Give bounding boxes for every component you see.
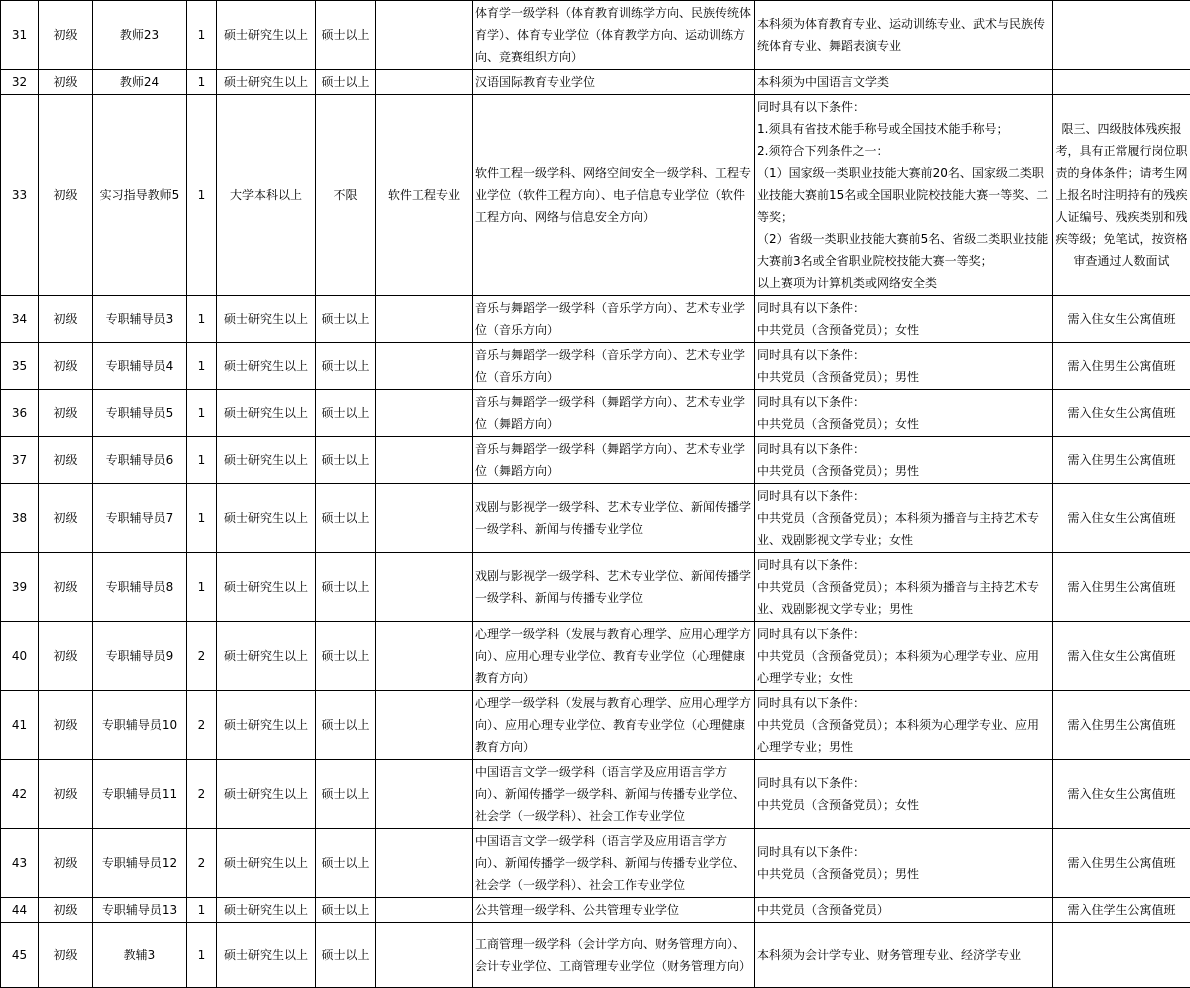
grad-major-cell: 中国语言文学一级学科（语言学及应用语言学方向）、新闻传播学一级学科、新闻与传播专业学位、社会学（一级学科）、社会工作专业学位 (473, 829, 755, 898)
education-cell: 硕士研究生以上 (217, 622, 316, 691)
education-cell: 硕士研究生以上 (217, 296, 316, 343)
row-number-cell: 39 (1, 553, 39, 622)
row-number-cell: 40 (1, 622, 39, 691)
degree-cell: 硕士以上 (316, 923, 376, 988)
grad-major-cell: 音乐与舞蹈学一级学科（舞蹈学方向）、艺术专业学位（舞蹈方向） (473, 437, 755, 484)
hiring-count-cell: 2 (187, 691, 217, 760)
table-row (1, 296, 1190, 343)
undergrad-major-cell (376, 70, 473, 95)
degree-cell: 硕士以上 (316, 622, 376, 691)
grad-major-cell: 音乐与舞蹈学一级学科（音乐学方向）、艺术专业学位（音乐方向） (473, 296, 755, 343)
table-row (1, 95, 1190, 296)
post-name-cell: 专职辅导员12 (93, 829, 187, 898)
post-level-cell: 初级 (39, 390, 93, 437)
row-number-cell: 36 (1, 390, 39, 437)
row-number-cell: 43 (1, 829, 39, 898)
other-requirements-cell: 同时具有以下条件： 中共党员（含预备党员）；女性 (755, 296, 1053, 343)
degree-cell: 硕士以上 (316, 1, 376, 70)
table-row (1, 622, 1190, 691)
table-row (1, 829, 1190, 898)
degree-cell: 硕士以上 (316, 343, 376, 390)
undergrad-major-cell (376, 898, 473, 923)
degree-cell: 硕士以上 (316, 484, 376, 553)
education-cell: 硕士研究生以上 (217, 1, 316, 70)
hiring-count-cell: 1 (187, 484, 217, 553)
hiring-count-cell: 1 (187, 1, 217, 70)
table-row (1, 437, 1190, 484)
table-row (1, 484, 1190, 553)
table-row (1, 343, 1190, 390)
row-number-cell: 41 (1, 691, 39, 760)
post-level-cell: 初级 (39, 898, 93, 923)
undergrad-major-cell (376, 923, 473, 988)
row-number-cell: 38 (1, 484, 39, 553)
post-level-cell: 初级 (39, 484, 93, 553)
post-name-cell: 教师23 (93, 1, 187, 70)
undergrad-major-cell (376, 390, 473, 437)
post-name-cell: 教辅3 (93, 923, 187, 988)
other-requirements-cell: 同时具有以下条件： 中共党员（含预备党员）；本科须为播音与主持艺术专业、戏剧影视文学专业；男性 (755, 553, 1053, 622)
post-name-cell: 专职辅导员9 (93, 622, 187, 691)
post-name-cell: 专职辅导员3 (93, 296, 187, 343)
post-level-cell: 初级 (39, 1, 93, 70)
other-requirements-cell: 本科须为会计学专业、财务管理专业、经济学专业 (755, 923, 1053, 988)
undergrad-major-cell (376, 760, 473, 829)
degree-cell: 硕士以上 (316, 553, 376, 622)
hiring-count-cell: 1 (187, 296, 217, 343)
other-requirements-cell: 同时具有以下条件： 中共党员（含预备党员）；男性 (755, 829, 1053, 898)
undergrad-major-cell (376, 622, 473, 691)
post-name-cell: 专职辅导员6 (93, 437, 187, 484)
other-requirements-cell: 本科须为体育教育专业、运动训练专业、武术与民族传统体育专业、舞蹈表演专业 (755, 1, 1053, 70)
other-requirements-cell: 同时具有以下条件： 中共党员（含预备党员）；女性 (755, 760, 1053, 829)
hiring-count-cell: 1 (187, 898, 217, 923)
degree-cell: 硕士以上 (316, 829, 376, 898)
table-row (1, 760, 1190, 829)
post-level-cell: 初级 (39, 622, 93, 691)
hiring-count-cell: 1 (187, 437, 217, 484)
row-number-cell: 42 (1, 760, 39, 829)
hiring-count-cell: 1 (187, 343, 217, 390)
education-cell: 大学本科以上 (217, 95, 316, 296)
education-cell: 硕士研究生以上 (217, 829, 316, 898)
remarks-cell: 需入住女生公寓值班 (1053, 296, 1190, 343)
other-requirements-cell: 同时具有以下条件： 中共党员（含预备党员）；男性 (755, 437, 1053, 484)
degree-cell: 硕士以上 (316, 437, 376, 484)
post-level-cell: 初级 (39, 829, 93, 898)
row-number-cell: 44 (1, 898, 39, 923)
table-row (1, 691, 1190, 760)
hiring-count-cell: 1 (187, 95, 217, 296)
undergrad-major-cell (376, 829, 473, 898)
post-name-cell: 专职辅导员11 (93, 760, 187, 829)
remarks-cell (1053, 1, 1190, 70)
post-level-cell: 初级 (39, 95, 93, 296)
hiring-count-cell: 1 (187, 70, 217, 95)
hiring-count-cell: 1 (187, 553, 217, 622)
degree-cell: 硕士以上 (316, 296, 376, 343)
hiring-count-cell: 2 (187, 760, 217, 829)
row-number-cell: 34 (1, 296, 39, 343)
education-cell: 硕士研究生以上 (217, 437, 316, 484)
grad-major-cell: 中国语言文学一级学科（语言学及应用语言学方向）、新闻传播学一级学科、新闻与传播专业学位、社会学（一级学科）、社会工作专业学位 (473, 760, 755, 829)
post-name-cell: 专职辅导员10 (93, 691, 187, 760)
other-requirements-cell: 同时具有以下条件： 1.须具有省技术能手称号或全国技术能手称号； 2.须符合下列条件之一： （1）国家级一类职业技能大赛前20名、国家级二类职业技能大赛前15名或全国职业院校技能大赛一等奖、二等奖； （2）省级一类职业技能大赛前5名、省级二类职业技能大赛前3名或全省职业院校技能大赛一等奖； 以上赛项为计算机类或网络安全类 (755, 95, 1053, 296)
undergrad-major-cell (376, 296, 473, 343)
row-number-cell: 37 (1, 437, 39, 484)
other-requirements-cell: 中共党员（含预备党员） (755, 898, 1053, 923)
table-row (1, 553, 1190, 622)
remarks-cell: 需入住女生公寓值班 (1053, 484, 1190, 553)
other-requirements-cell: 同时具有以下条件： 中共党员（含预备党员）；本科须为播音与主持艺术专业、戏剧影视文学专业；女性 (755, 484, 1053, 553)
remarks-cell (1053, 70, 1190, 95)
post-level-cell: 初级 (39, 760, 93, 829)
other-requirements-cell: 同时具有以下条件： 中共党员（含预备党员）；本科须为心理学专业、应用心理学专业；女性 (755, 622, 1053, 691)
remarks-cell: 需入住女生公寓值班 (1053, 760, 1190, 829)
remarks-cell: 需入住男生公寓值班 (1053, 437, 1190, 484)
other-requirements-cell: 本科须为中国语言文学类 (755, 70, 1053, 95)
degree-cell: 硕士以上 (316, 691, 376, 760)
post-name-cell: 专职辅导员5 (93, 390, 187, 437)
undergrad-major-cell (376, 1, 473, 70)
education-cell: 硕士研究生以上 (217, 760, 316, 829)
remarks-cell: 需入住男生公寓值班 (1053, 691, 1190, 760)
table-row (1, 70, 1190, 95)
table-row (1, 1, 1190, 70)
degree-cell: 硕士以上 (316, 70, 376, 95)
post-level-cell: 初级 (39, 691, 93, 760)
post-level-cell: 初级 (39, 343, 93, 390)
table-row (1, 898, 1190, 923)
post-name-cell: 专职辅导员8 (93, 553, 187, 622)
post-name-cell: 专职辅导员13 (93, 898, 187, 923)
remarks-cell (1053, 923, 1190, 988)
grad-major-cell: 戏剧与影视学一级学科、艺术专业学位、新闻传播学一级学科、新闻与传播专业学位 (473, 553, 755, 622)
remarks-cell: 需入住学生公寓值班 (1053, 898, 1190, 923)
education-cell: 硕士研究生以上 (217, 70, 316, 95)
degree-cell: 硕士以上 (316, 760, 376, 829)
row-number-cell: 33 (1, 95, 39, 296)
education-cell: 硕士研究生以上 (217, 343, 316, 390)
education-cell: 硕士研究生以上 (217, 484, 316, 553)
hiring-count-cell: 2 (187, 829, 217, 898)
education-cell: 硕士研究生以上 (217, 691, 316, 760)
undergrad-major-cell (376, 343, 473, 390)
post-level-cell: 初级 (39, 923, 93, 988)
grad-major-cell: 音乐与舞蹈学一级学科（音乐学方向）、艺术专业学位（音乐方向） (473, 343, 755, 390)
education-cell: 硕士研究生以上 (217, 390, 316, 437)
undergrad-major-cell (376, 553, 473, 622)
undergrad-major-cell (376, 437, 473, 484)
grad-major-cell: 心理学一级学科（发展与教育心理学、应用心理学方向）、应用心理专业学位、教育专业学位（心理健康教育方向） (473, 622, 755, 691)
row-number-cell: 31 (1, 1, 39, 70)
post-name-cell: 专职辅导员7 (93, 484, 187, 553)
degree-cell: 不限 (316, 95, 376, 296)
post-level-cell: 初级 (39, 296, 93, 343)
undergrad-major-cell: 软件工程专业 (376, 95, 473, 296)
row-number-cell: 32 (1, 70, 39, 95)
hiring-count-cell: 1 (187, 390, 217, 437)
remarks-cell: 需入住男生公寓值班 (1053, 553, 1190, 622)
post-level-cell: 初级 (39, 437, 93, 484)
grad-major-cell: 音乐与舞蹈学一级学科（舞蹈学方向）、艺术专业学位（舞蹈方向） (473, 390, 755, 437)
post-name-cell: 专职辅导员4 (93, 343, 187, 390)
row-number-cell: 45 (1, 923, 39, 988)
other-requirements-cell: 同时具有以下条件： 中共党员（含预备党员）；女性 (755, 390, 1053, 437)
education-cell: 硕士研究生以上 (217, 898, 316, 923)
undergrad-major-cell (376, 691, 473, 760)
other-requirements-cell: 同时具有以下条件： 中共党员（含预备党员）；本科须为心理学专业、应用心理学专业；男性 (755, 691, 1053, 760)
hiring-count-cell: 1 (187, 923, 217, 988)
undergrad-major-cell (376, 484, 473, 553)
post-name-cell: 实习指导教师5 (93, 95, 187, 296)
grad-major-cell: 心理学一级学科（发展与教育心理学、应用心理学方向）、应用心理专业学位、教育专业学位（心理健康教育方向） (473, 691, 755, 760)
remarks-cell: 需入住女生公寓值班 (1053, 390, 1190, 437)
table-row (1, 923, 1190, 988)
grad-major-cell: 工商管理一级学科（会计学方向、财务管理方向）、会计专业学位、工商管理专业学位（财务管理方向） (473, 923, 755, 988)
row-number-cell: 35 (1, 343, 39, 390)
other-requirements-cell: 同时具有以下条件： 中共党员（含预备党员）；男性 (755, 343, 1053, 390)
grad-major-cell: 体育学一级学科（体育教育训练学方向、民族传统体育学）、体育专业学位（体育教学方向、运动训练方向、竞赛组织方向） (473, 1, 755, 70)
grad-major-cell: 汉语国际教育专业学位 (473, 70, 755, 95)
degree-cell: 硕士以上 (316, 390, 376, 437)
post-level-cell: 初级 (39, 553, 93, 622)
post-level-cell: 初级 (39, 70, 93, 95)
remarks-cell: 需入住男生公寓值班 (1053, 343, 1190, 390)
education-cell: 硕士研究生以上 (217, 923, 316, 988)
hiring-count-cell: 2 (187, 622, 217, 691)
table-body (1, 1, 1190, 988)
grad-major-cell: 公共管理一级学科、公共管理专业学位 (473, 898, 755, 923)
remarks-cell: 需入住男生公寓值班 (1053, 829, 1190, 898)
education-cell: 硕士研究生以上 (217, 553, 316, 622)
remarks-cell: 需入住女生公寓值班 (1053, 622, 1190, 691)
grad-major-cell: 戏剧与影视学一级学科、艺术专业学位、新闻传播学一级学科、新闻与传播专业学位 (473, 484, 755, 553)
grad-major-cell: 软件工程一级学科、网络空间安全一级学科、工程专业学位（软件工程方向）、电子信息专业学位（软件工程方向、网络与信息安全方向） (473, 95, 755, 296)
post-name-cell: 教师24 (93, 70, 187, 95)
table-row (1, 390, 1190, 437)
remarks-cell: 限三、四级肢体残疾报考，具有正常履行岗位职责的身体条件；请考生网上报名时注明持有的残疾人证编号、残疾类别和残疾等级；免笔试，按资格审查通过人数面试 (1053, 95, 1190, 296)
degree-cell: 硕士以上 (316, 898, 376, 923)
